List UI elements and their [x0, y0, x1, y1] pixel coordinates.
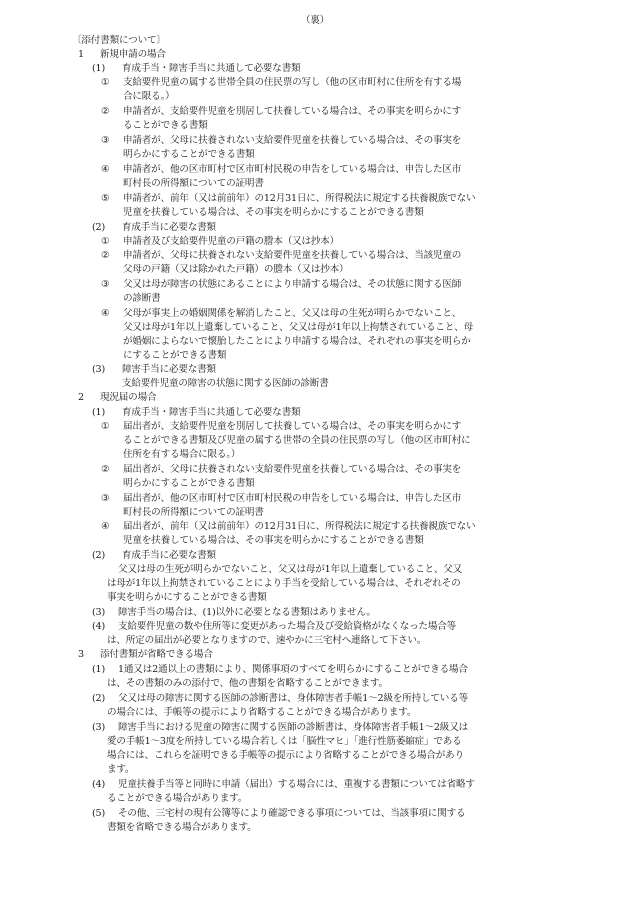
item-1-1-5-text: 申請者が、前年（又は前前年）の12月31日に、所得税法に規定する扶養親族でない	[123, 193, 476, 204]
item-3-3-text: 障害手当における児童の障害に関する医師の診断書は、身体障害者手帳1～2級又は	[118, 722, 468, 733]
item-1-2-4-num: ④	[101, 308, 110, 319]
item-1-2-title: 育成手当に必要な書類	[122, 222, 216, 233]
item-2-1-3-text: 届出者が、他の区市町村で区市町村民税の申告をしている場合は、申告した区市	[123, 493, 462, 504]
item-2-1-num: (1)	[92, 407, 105, 418]
section-2-title: 現況届の場合	[100, 392, 157, 403]
item-3-3-cont-2: 場合には、これらを証明できる手帳等の提示により省略することができる場合があり	[107, 750, 464, 761]
item-1-2-2-cont: 父母の戸籍（又は除かれた戸籍）の謄本（又は抄本）	[123, 264, 349, 275]
item-1-1-2-cont: ることができる書類	[123, 120, 208, 131]
item-1-1-3	[101, 135, 461, 147]
item-3-5-cont: 書類を省略できる場合があります。	[107, 822, 257, 833]
item-2-4-num: (4)	[92, 621, 105, 632]
item-3-5	[92, 808, 465, 820]
section-3-heading	[78, 649, 213, 661]
item-3-3-cont-3: ます。	[107, 764, 135, 775]
item-1-2-3-cont: の診断書	[123, 293, 161, 304]
item-1-1-4-cont: 町村長の所得額についての証明書	[123, 178, 264, 189]
item-1-1-1	[101, 77, 461, 89]
item-2-4-text: 支給要件児童の数や住所等に変更があった場合及び受給資格がなくなった場合等	[118, 621, 457, 632]
section-3-num: 3	[78, 649, 84, 660]
item-1-1-2-num: ②	[101, 106, 110, 117]
item-1-1-5-cont: 児童を扶養している場合は、その事実を明らかにすることができる書類	[123, 207, 424, 218]
item-1-1-1-num: ①	[101, 77, 110, 88]
item-3-5-text: その他、三宅村の現有公簿等により確認できる事項については、当該事項に関する	[118, 808, 466, 819]
item-1-3-num: (3)	[92, 364, 105, 375]
item-2-1-2-cont: 明らかにすることができる書類	[123, 478, 255, 489]
item-1-2-1	[101, 236, 339, 248]
item-2-1-1	[101, 421, 461, 433]
section-1-num: 1	[78, 49, 84, 60]
item-2-1-1-cont-2: 住所を有する場合に限る。）	[123, 449, 241, 460]
item-1-1-3-num: ③	[101, 135, 110, 146]
item-3-3	[92, 722, 468, 734]
item-1-2-heading	[92, 222, 216, 234]
item-2-1-1-text: 届出者が、支給要件児童を別居して扶養している場合は、その事実を明らかにす	[123, 421, 462, 432]
item-3-2-num: (2)	[92, 693, 105, 704]
item-2-1-2-text: 届出者が、父母に扶養されない支給要件児童を扶養している場合は、その事実を	[123, 464, 462, 475]
item-2-2-num: (2)	[92, 550, 105, 561]
item-2-3-text: 障害手当の場合は、(1)以外に必要となる書類はありません。	[118, 607, 376, 618]
item-1-2-2-num: ②	[101, 250, 110, 261]
item-2-2-heading	[92, 550, 216, 562]
item-1-1-1-cont: 合に限る。）	[123, 91, 175, 102]
item-1-1-5	[101, 193, 475, 205]
item-1-2-4-cont-3: にすることができる書類	[123, 350, 227, 361]
page-side-label: （裏）	[300, 15, 330, 26]
item-1-2-4-text: 父母が事実上の婚姻関係を解消したこと、父又は母の生死が明らかでないこと、	[123, 308, 462, 319]
item-1-3-title: 障害手当に必要な書類	[122, 364, 216, 375]
item-3-4	[92, 779, 475, 791]
item-1-2-1-num: ①	[101, 236, 110, 247]
item-2-1-3-num: ③	[101, 493, 110, 504]
item-2-1-3	[101, 493, 461, 505]
item-1-1-4-text: 申請者が、他の区市町村で区市町村民税の申告をしている場合は、申告した区市	[123, 164, 462, 175]
item-3-4-text: 児童扶養手当等と同時に申請（届出）する場合には、重複する書類については省略す	[118, 779, 475, 790]
item-1-2-3-num: ③	[101, 279, 110, 290]
item-3-4-num: (4)	[92, 779, 105, 790]
item-1-1-2-text: 申請者が、支給要件児童を別居して扶養している場合は、その事実を明らかにす	[123, 106, 462, 117]
item-1-1-3-text: 申請者が、父母に扶養されない支給要件児童を扶養している場合は、その事実を	[123, 135, 462, 146]
item-2-3	[92, 607, 376, 619]
item-1-2-1-text: 申請者及び支給要件児童の戸籍の謄本（又は抄本）	[123, 236, 340, 247]
item-3-1	[92, 664, 468, 676]
item-1-1-3-cont: 明らかにすることができる書類	[123, 149, 255, 160]
item-1-1-1-text: 支給要件児童の属する世帯全員の住民票の写し（他の区市町村に住所を有する場	[123, 77, 462, 88]
item-2-1-4-cont: 児童を扶養している場合は、その事実を明らかにすることができる書類	[123, 535, 424, 546]
item-3-2-cont: の場合には、手帳等の提示により省略することができる場合があります。	[107, 707, 417, 718]
item-3-1-num: (1)	[92, 664, 105, 675]
item-2-1-heading	[92, 407, 300, 419]
item-2-1-4-num: ④	[101, 521, 110, 532]
item-1-2-4-cont-1: 父又は母が1年以上遺棄していること、父又は母が1年以上拘禁されていること、母	[123, 322, 473, 333]
item-1-1-5-num: ⑤	[101, 193, 110, 204]
item-2-1-1-cont-1: ることができる書類及び児童の属する世帯の全員の住民票の写し（他の区市町村に	[123, 435, 471, 446]
item-3-5-num: (5)	[92, 808, 105, 819]
item-1-1-title: 育成手当・障害手当に共通して必要な書類	[122, 63, 301, 74]
section-3-title: 添付書類が省略できる場合	[100, 649, 213, 660]
section-2-num: 2	[78, 392, 84, 403]
item-3-2	[92, 693, 468, 705]
item-3-2-text: 父又は母の障害に関する医師の診断書は、身体障害者手帳1～2級を所持している等	[118, 693, 468, 704]
item-2-3-num: (3)	[92, 607, 105, 618]
item-2-1-1-num: ①	[101, 421, 110, 432]
item-2-2-cont-1: は母が1年以上拘禁されていることにより手当を受給している場合は、それぞれその	[107, 578, 461, 589]
item-1-3-text: 支給要件児童の障害の状態に関する医師の診断書	[122, 378, 329, 389]
item-1-2-3-text: 父又は母が障害の状態にあることにより申請する場合は、その状態に関する医師	[123, 279, 462, 290]
item-1-2-4	[101, 308, 461, 320]
item-1-1-2	[101, 106, 461, 118]
item-2-1-2-num: ②	[101, 464, 110, 475]
section-1-title: 新規申請の場合	[100, 49, 166, 60]
item-3-1-text: 1通又は2通以上の書類により、関係事項のすべてを明らかにすることができる場合	[118, 664, 468, 675]
item-2-4-cont: は、所定の届出が必要となりますので、速やかに三宅村へ連絡して下さい。	[107, 635, 427, 646]
item-1-1-4-num: ④	[101, 164, 110, 175]
item-2-1-4-text: 届出者が、前年（又は前前年）の12月31日に、所得税法に規定する扶養親族でない	[123, 521, 476, 532]
item-2-2-title: 育成手当に必要な書類	[122, 550, 216, 561]
item-3-3-cont-1: 愛の手帳1～3度を所持している場合若しくは「脳性マヒ」「進行性筋萎縮症」である	[107, 736, 462, 747]
item-2-2-cont-2: 事実を明らかにすることができる書類	[107, 592, 267, 603]
item-3-4-cont: ることができる場合があります。	[107, 793, 248, 804]
item-2-1-3-cont: 町村長の所得額についての証明書	[123, 507, 264, 518]
item-2-4	[92, 621, 456, 633]
item-1-2-2-text: 申請者が、父母に扶養されない支給要件児童を扶養している場合は、当該児童の	[123, 250, 462, 261]
item-1-1-num: (1)	[92, 63, 105, 74]
section-title: 〔添付書類について〕	[72, 35, 166, 46]
item-1-2-4-cont-2: が婚姻によらないで懐胎したことにより申請する場合は、それぞれの事実を明らか	[123, 336, 471, 347]
item-1-2-2	[101, 250, 461, 262]
item-2-2-text: 父又は母の生死が明らかでないこと、父又は母が1年以上遺棄していること、父又	[118, 564, 463, 575]
item-2-1-title: 育成手当・障害手当に共通して必要な書類	[122, 407, 301, 418]
item-2-1-2	[101, 464, 461, 476]
item-3-1-cont: は、その書類のみの添付で、他の書類を省略することができます。	[107, 678, 388, 689]
section-1-heading	[78, 49, 166, 61]
item-3-3-num: (3)	[92, 722, 105, 733]
section-2-heading	[78, 392, 156, 404]
item-2-1-4	[101, 521, 475, 533]
item-1-1-heading	[92, 63, 300, 75]
item-1-2-3	[101, 279, 461, 291]
item-1-1-4	[101, 164, 461, 176]
item-1-3-heading	[92, 364, 216, 376]
item-1-2-num: (2)	[92, 222, 105, 233]
